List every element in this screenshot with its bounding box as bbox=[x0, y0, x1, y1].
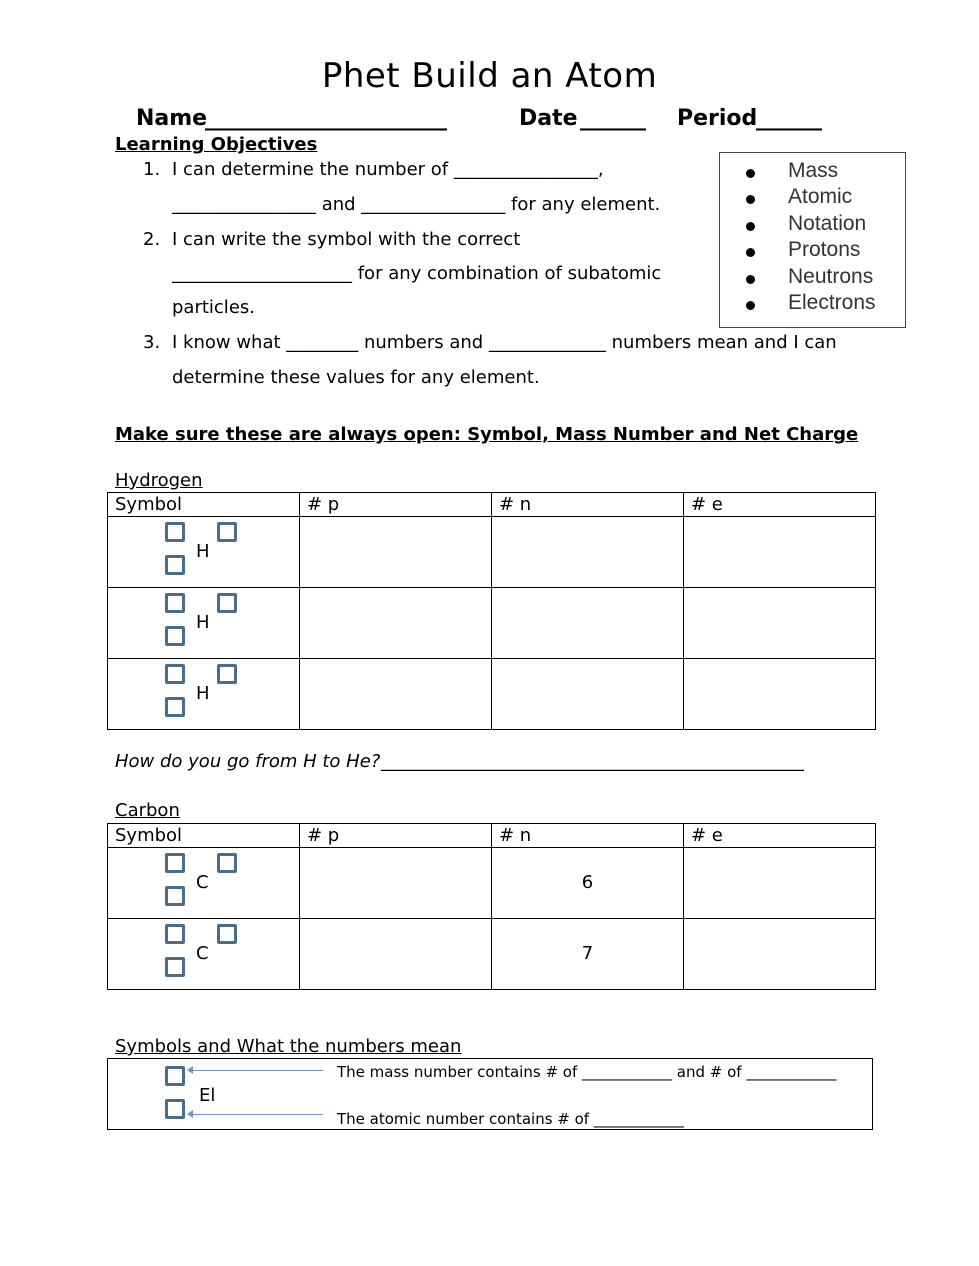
electrons-cell[interactable] bbox=[684, 588, 876, 659]
objective-3-line2: determine these values for any element. bbox=[172, 367, 540, 388]
protons-cell[interactable] bbox=[300, 659, 492, 730]
element-symbol: H bbox=[196, 541, 210, 562]
bullet-icon bbox=[746, 275, 755, 284]
column-header: # e bbox=[684, 493, 876, 517]
objective-1-line2: ________________ and ________________ for any element. bbox=[172, 194, 661, 215]
atomic-number-checkbox[interactable] bbox=[165, 886, 185, 906]
symbol-cell bbox=[108, 517, 300, 588]
table-row bbox=[108, 588, 876, 659]
mass-number-checkbox[interactable] bbox=[165, 522, 185, 542]
legend-panel bbox=[107, 1058, 873, 1130]
hydrogen-table bbox=[107, 492, 876, 730]
period-field[interactable]: ______ bbox=[756, 106, 822, 131]
neutrons-cell[interactable] bbox=[492, 588, 684, 659]
element-symbol: H bbox=[196, 612, 210, 633]
atomic-arrow bbox=[192, 1114, 323, 1115]
objective-2-line3: particles. bbox=[172, 297, 255, 318]
neutrons-cell[interactable] bbox=[492, 517, 684, 588]
arrow-left-icon bbox=[187, 1066, 193, 1074]
bullet-icon bbox=[746, 169, 755, 178]
period-label: Period bbox=[677, 106, 758, 131]
table-row bbox=[108, 919, 876, 990]
element-symbol: C bbox=[196, 872, 209, 893]
mass-number-checkbox[interactable] bbox=[165, 1066, 185, 1086]
bullet-icon bbox=[746, 195, 755, 204]
charge-checkbox[interactable] bbox=[217, 664, 237, 684]
table-row bbox=[108, 848, 876, 919]
element-symbol: El bbox=[199, 1085, 216, 1106]
charge-checkbox[interactable] bbox=[217, 593, 237, 613]
symbol-cell bbox=[108, 919, 300, 990]
table-header-row bbox=[108, 493, 876, 517]
objective-2-line2: ____________________ for any combination of subatomic bbox=[172, 263, 662, 284]
carbon-table bbox=[107, 823, 876, 990]
protons-cell[interactable] bbox=[300, 517, 492, 588]
electrons-cell[interactable] bbox=[684, 919, 876, 990]
arrow-left-icon bbox=[187, 1110, 193, 1118]
charge-checkbox[interactable] bbox=[217, 522, 237, 542]
atomic-number-checkbox[interactable] bbox=[165, 555, 185, 575]
symbol-cell bbox=[108, 848, 300, 919]
table-header-row bbox=[108, 824, 876, 848]
atomic-number-checkbox[interactable] bbox=[165, 957, 185, 977]
electrons-cell[interactable] bbox=[684, 517, 876, 588]
instruction-text: Make sure these are always open: Symbol, Mass Number and Net Charge bbox=[115, 424, 859, 445]
symbol-cell bbox=[108, 588, 300, 659]
electrons-cell[interactable] bbox=[684, 848, 876, 919]
mass-number-checkbox[interactable] bbox=[165, 924, 185, 944]
hydrogen-heading: Hydrogen bbox=[115, 470, 203, 491]
objective-3-number: 3. bbox=[143, 332, 161, 353]
objectives-heading: Learning Objectives bbox=[115, 134, 318, 155]
column-header: # n bbox=[492, 493, 684, 517]
mass-number-checkbox[interactable] bbox=[165, 593, 185, 613]
name-label: Name bbox=[136, 106, 208, 131]
bullet-icon bbox=[746, 248, 755, 257]
column-header: # p bbox=[300, 493, 492, 517]
column-header: # e bbox=[684, 824, 876, 848]
atomic-number-checkbox[interactable] bbox=[165, 626, 185, 646]
date-label: Date bbox=[519, 106, 578, 131]
word-bank: Mass Atomic Notation Protons Neutrons Electrons bbox=[719, 152, 906, 328]
protons-cell[interactable] bbox=[300, 848, 492, 919]
element-symbol: H bbox=[196, 683, 210, 704]
column-header: # n bbox=[492, 824, 684, 848]
carbon-heading: Carbon bbox=[115, 800, 180, 821]
atomic-number-checkbox[interactable] bbox=[165, 697, 185, 717]
charge-checkbox[interactable] bbox=[217, 924, 237, 944]
table-row bbox=[108, 517, 876, 588]
neutrons-cell[interactable]: 7 bbox=[492, 919, 684, 990]
bullet-icon bbox=[746, 301, 755, 310]
question-answer-line[interactable]: _______________________________________________ bbox=[381, 751, 804, 772]
bullet-icon bbox=[746, 222, 755, 231]
neutrons-cell[interactable]: 6 bbox=[492, 848, 684, 919]
objective-2-number: 2. bbox=[143, 229, 161, 250]
mass-arrow bbox=[192, 1070, 323, 1071]
atomic-number-text: The atomic number contains # of ____________ bbox=[337, 1110, 684, 1128]
mass-number-text: The mass number contains # of ____________ and # of ____________ bbox=[337, 1063, 837, 1081]
symbol-cell bbox=[108, 659, 300, 730]
legend-heading: Symbols and What the numbers mean bbox=[115, 1036, 462, 1057]
protons-cell[interactable] bbox=[300, 588, 492, 659]
protons-cell[interactable] bbox=[300, 919, 492, 990]
neutrons-cell[interactable] bbox=[492, 659, 684, 730]
atomic-number-checkbox[interactable] bbox=[165, 1099, 185, 1119]
date-field[interactable]: ______ bbox=[580, 106, 646, 131]
element-symbol: C bbox=[196, 943, 209, 964]
objective-3-line1: I know what ________ numbers and _____________ numbers mean and I can bbox=[172, 332, 837, 353]
objective-2-line1: I can write the symbol with the correct bbox=[172, 229, 521, 250]
objective-1-line1: I can determine the number of ________________, bbox=[172, 159, 604, 180]
question-text: How do you go from H to He? bbox=[115, 751, 381, 772]
table-row bbox=[108, 659, 876, 730]
column-header: Symbol bbox=[108, 824, 300, 848]
column-header: # p bbox=[300, 824, 492, 848]
mass-number-checkbox[interactable] bbox=[165, 853, 185, 873]
charge-checkbox[interactable] bbox=[217, 853, 237, 873]
electrons-cell[interactable] bbox=[684, 659, 876, 730]
name-field[interactable]: ______________________ bbox=[205, 106, 447, 131]
objective-1-number: 1. bbox=[143, 159, 161, 180]
page-title: Phet Build an Atom bbox=[321, 56, 658, 96]
column-header: Symbol bbox=[108, 493, 300, 517]
mass-number-checkbox[interactable] bbox=[165, 664, 185, 684]
